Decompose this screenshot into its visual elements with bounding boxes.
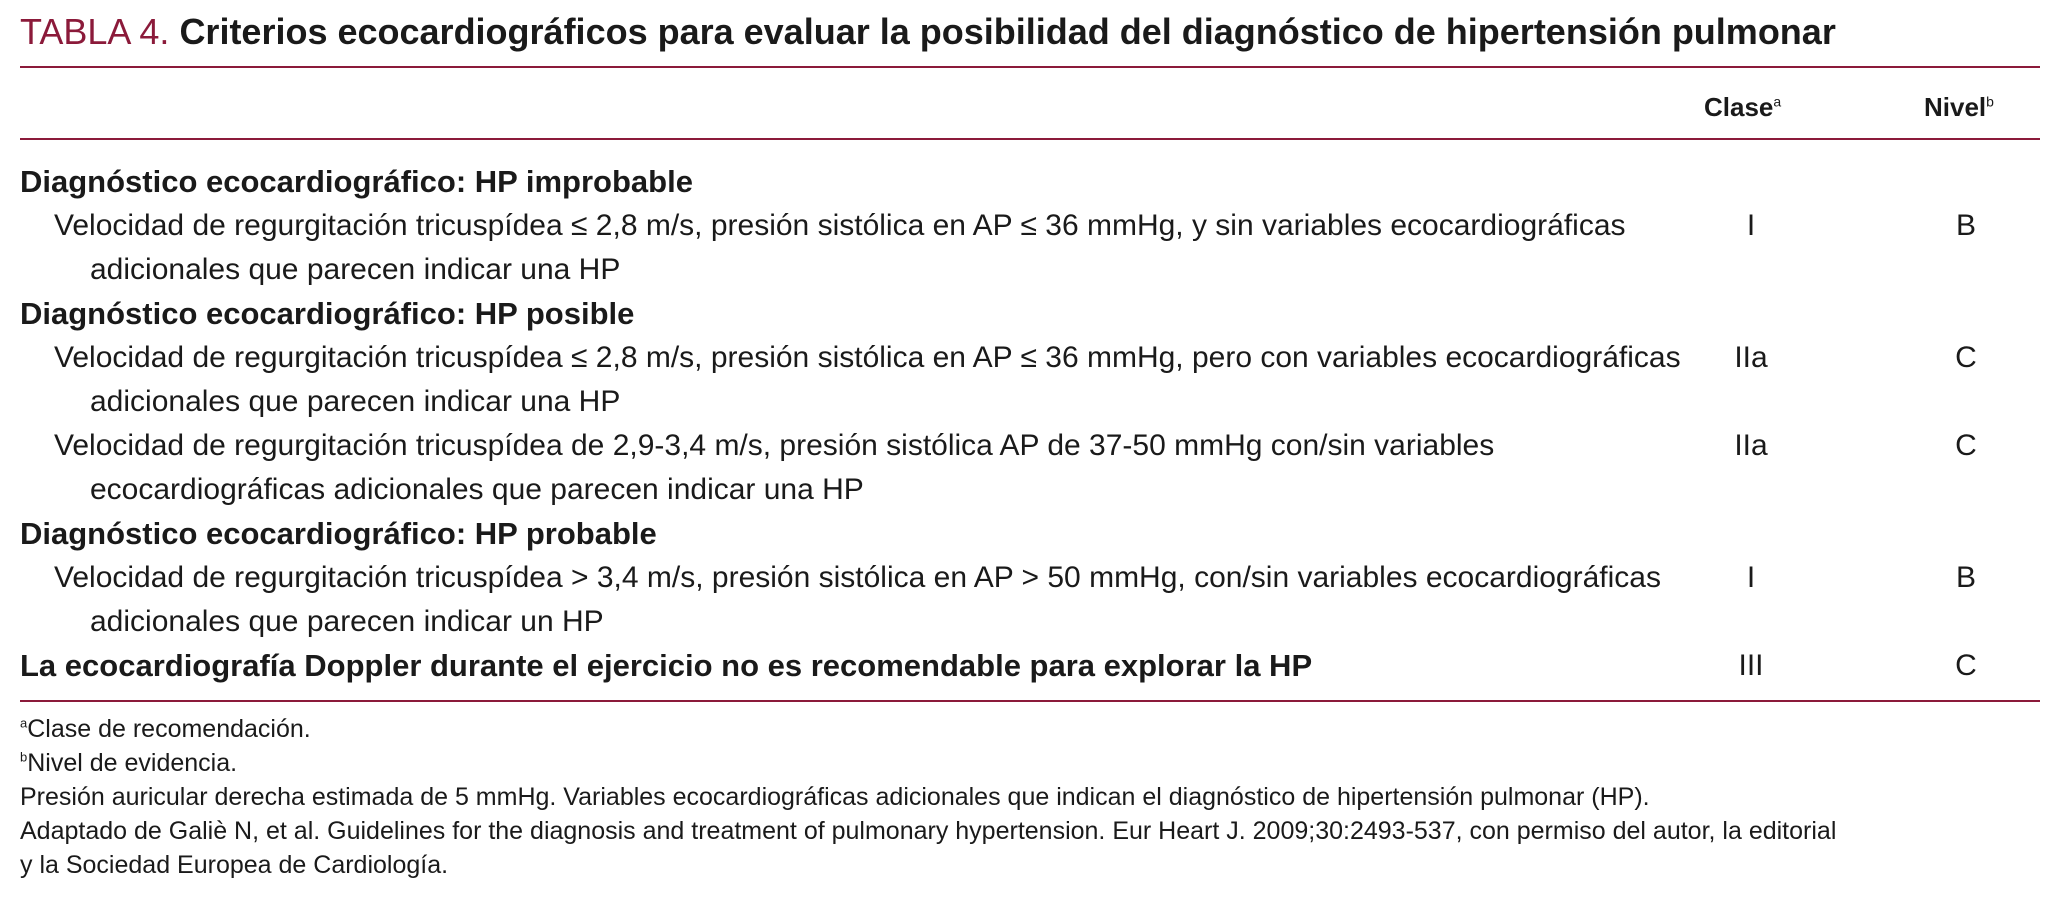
header-rule — [20, 138, 2040, 140]
section-row — [20, 292, 2040, 336]
section-row — [20, 160, 2040, 204]
clase-cell: IIa — [1734, 341, 1768, 374]
footnote-a-text: Clase de recomendación. — [27, 715, 311, 743]
footnote-note2-line1: Adaptado de Galiè N, et al. Guidelines for the diagnosis and treatment of pulmonary hypertension. Eur Heart J. 2009;30:2493-537, con permiso del autor, la editorial — [20, 817, 1837, 845]
column-header-clase-label: Clase — [1704, 92, 1774, 122]
criterion-text — [54, 424, 1694, 512]
clase-cell: I — [1746, 209, 1756, 242]
column-header-clase-sup: a — [1773, 93, 1782, 110]
column-header-clase — [1704, 90, 1781, 124]
footnote-note2-line2: y la Sociedad Europea de Cardiología. — [20, 851, 449, 879]
document-page — [20, 0, 2040, 908]
criterion-text-line1: Velocidad de regurgitación tricuspídea ≤ 2,8 m/s, presión sistólica en AP ≤ 36 mmHg, pero con variables ecocardiográficas — [54, 341, 1681, 374]
nivel-cell: C — [1955, 649, 1977, 682]
table-row — [20, 336, 2040, 424]
nivel-cell: C — [1955, 429, 1977, 462]
criterion-text-line1: Velocidad de regurgitación tricuspídea de 2,9-3,4 m/s, presión sistólica AP de 37-50 mmHg con/sin variables — [54, 429, 1495, 462]
column-header-nivel — [1924, 90, 1994, 124]
final-row-label: La ecocardiografía Doppler durante el ejercicio no es recomendable para explorar la HP — [20, 648, 1313, 683]
criterion-text — [54, 336, 1694, 424]
section-label-improbable: Diagnóstico ecocardiográfico: HP improbable — [20, 164, 693, 199]
clase-cell: III — [1738, 649, 1764, 682]
clase-cell: IIa — [1734, 429, 1768, 462]
footnote-a-mark: a — [20, 715, 28, 731]
criterion-text-line2: ecocardiográficas adicionales que parecen indicar una HP — [90, 473, 864, 506]
footnote-b — [20, 746, 2040, 780]
table-row — [20, 204, 2040, 292]
footnote-a — [20, 712, 2040, 746]
section-label-probable: Diagnóstico ecocardiográfico: HP probable — [20, 516, 657, 551]
section-row — [20, 512, 2040, 556]
nivel-cell: C — [1955, 341, 1977, 374]
bottom-rule — [20, 700, 2040, 702]
nivel-cell: B — [1955, 561, 1976, 594]
criterion-text-line2: adicionales que parecen indicar un HP — [90, 605, 604, 638]
criterion-text-line1: Velocidad de regurgitación tricuspídea ≤ 2,8 m/s, presión sistólica en AP ≤ 36 mmHg, y sin variables ecocardiográficas — [54, 209, 1626, 242]
criterion-text-line2: adicionales que parecen indicar una HP — [90, 385, 621, 418]
footnotes — [20, 712, 2040, 882]
column-header-nivel-label: Nivel — [1924, 92, 1987, 122]
criterion-text-line1: Velocidad de regurgitación tricuspídea > 3,4 m/s, presión sistólica en AP > 50 mmHg, con/sin variables ecocardiográficas — [54, 561, 1661, 594]
criterion-text-line2: adicionales que parecen indicar una HP — [90, 253, 621, 286]
top-rule — [20, 66, 2040, 68]
criterion-text — [54, 204, 1694, 292]
section-label-posible: Diagnóstico ecocardiográfico: HP posible — [20, 296, 635, 331]
table-row — [20, 424, 2040, 512]
nivel-cell: B — [1955, 209, 1976, 242]
table-title-text: Criterios ecocardiográficos para evaluar la posibilidad del diagnóstico de hipertensión pulmonar — [179, 11, 1836, 52]
column-header-nivel-sup: b — [1986, 93, 1994, 110]
footnote-note1: Presión auricular derecha estimada de 5 mmHg. Variables ecocardiográficas adicionales que indican el diagnóstico de hipertensión pulmonar (HP). — [20, 783, 1650, 811]
footnote-b-mark: b — [20, 749, 28, 765]
footnote-b-text: Nivel de evidencia. — [27, 749, 238, 777]
table-row-final — [20, 644, 2040, 688]
criterion-text — [54, 556, 1694, 644]
table-row — [20, 556, 2040, 644]
table-title-label: TABLA 4. — [20, 11, 170, 52]
clase-cell: I — [1746, 561, 1756, 594]
table-title — [20, 8, 1836, 56]
